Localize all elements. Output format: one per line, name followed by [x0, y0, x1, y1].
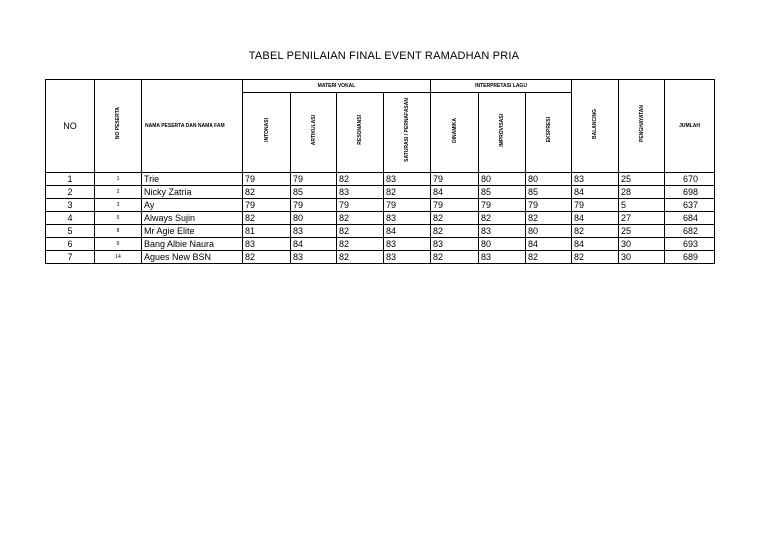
col-header-jumlah: JUMLAH — [665, 80, 715, 173]
cell-artikulasi: 79 — [291, 199, 337, 212]
cell-dinamika: 79 — [431, 199, 479, 212]
cell-artikulasi: 83 — [291, 251, 337, 264]
cell-balancing: 84 — [572, 186, 619, 199]
cell-resonansi: 82 — [337, 238, 384, 251]
cell-penghayatan: 25 — [619, 225, 665, 238]
col-header-dinamika: DINAMIKA — [431, 93, 479, 173]
cell-artikulasi: 79 — [291, 173, 337, 186]
table-row — [46, 186, 715, 199]
cell-ekspresi: 80 — [526, 173, 572, 186]
cell-intonasi: 79 — [243, 199, 291, 212]
cell-ekspresi: 85 — [526, 186, 572, 199]
cell-no-peserta: 5 — [95, 212, 142, 225]
cell-resonansi: 82 — [337, 212, 384, 225]
col-header-no-peserta: NO PESERTA — [95, 80, 142, 173]
cell-intonasi: 79 — [243, 173, 291, 186]
cell-jumlah: 637 — [665, 199, 715, 212]
cell-intonasi: 83 — [243, 238, 291, 251]
cell-jumlah: 682 — [665, 225, 715, 238]
cell-intonasi: 82 — [243, 212, 291, 225]
cell-penghayatan: 30 — [619, 251, 665, 264]
cell-jumlah: 689 — [665, 251, 715, 264]
cell-improvisasi: 83 — [479, 225, 526, 238]
col-header-balancing: BALANCING — [572, 80, 619, 173]
cell-intonasi: 82 — [243, 186, 291, 199]
cell-ekspresi: 84 — [526, 238, 572, 251]
col-header-penghayatan: PENGHAYATAN — [619, 80, 665, 173]
table-row — [46, 199, 715, 212]
cell-artikulasi: 85 — [291, 186, 337, 199]
cell-ekspresi: 82 — [526, 212, 572, 225]
cell-balancing: 82 — [572, 251, 619, 264]
cell-ekspresi: 79 — [526, 199, 572, 212]
cell-nama: Nicky Zatria — [142, 186, 243, 199]
cell-nama: Agues New BSN — [142, 251, 243, 264]
cell-no: 1 — [46, 173, 95, 186]
cell-no-peserta: 9 — [95, 238, 142, 251]
table-row — [46, 173, 715, 186]
cell-balancing: 83 — [572, 173, 619, 186]
cell-penghayatan: 30 — [619, 238, 665, 251]
cell-jumlah: 684 — [665, 212, 715, 225]
cell-nama: Bang Albie Naura — [142, 238, 243, 251]
cell-no-peserta: 1 — [95, 173, 142, 186]
cell-dinamika: 82 — [431, 251, 479, 264]
cell-penghayatan: 5 — [619, 199, 665, 212]
cell-saturasi: 79 — [384, 199, 431, 212]
cell-nama: Always Sujin — [142, 212, 243, 225]
col-header-ekspresi: EKSPRESI — [526, 93, 572, 173]
cell-penghayatan: 28 — [619, 186, 665, 199]
cell-balancing: 84 — [572, 212, 619, 225]
table-body — [46, 173, 715, 264]
cell-jumlah: 698 — [665, 186, 715, 199]
cell-improvisasi: 79 — [479, 199, 526, 212]
cell-improvisasi: 80 — [479, 173, 526, 186]
cell-dinamika: 79 — [431, 173, 479, 186]
header-group-row — [46, 80, 715, 93]
cell-artikulasi: 80 — [291, 212, 337, 225]
table-row — [46, 238, 715, 251]
cell-no-peserta: 8 — [95, 225, 142, 238]
cell-jumlah: 693 — [665, 238, 715, 251]
cell-nama: Trie — [142, 173, 243, 186]
cell-no-peserta: 14 — [95, 251, 142, 264]
cell-no: 6 — [46, 238, 95, 251]
page-title: TABEL PENILAIAN FINAL EVENT RAMADHAN PRIA — [248, 50, 520, 62]
cell-resonansi: 79 — [337, 199, 384, 212]
cell-resonansi: 82 — [337, 251, 384, 264]
cell-dinamika: 84 — [431, 186, 479, 199]
cell-saturasi: 83 — [384, 212, 431, 225]
cell-dinamika: 82 — [431, 212, 479, 225]
cell-resonansi: 82 — [337, 173, 384, 186]
cell-no: 3 — [46, 199, 95, 212]
col-header-saturasi: SATURASI / PERNAFASAN — [384, 93, 431, 173]
col-header-intonasi: INTONASI — [243, 93, 291, 173]
cell-artikulasi: 83 — [291, 225, 337, 238]
cell-saturasi: 83 — [384, 173, 431, 186]
cell-jumlah: 670 — [665, 173, 715, 186]
cell-improvisasi: 85 — [479, 186, 526, 199]
table-row — [46, 251, 715, 264]
table-row — [46, 212, 715, 225]
cell-ekspresi: 82 — [526, 251, 572, 264]
cell-saturasi: 83 — [384, 238, 431, 251]
cell-improvisasi: 83 — [479, 251, 526, 264]
cell-saturasi: 83 — [384, 251, 431, 264]
cell-intonasi: 81 — [243, 225, 291, 238]
cell-nama: Ay — [142, 199, 243, 212]
cell-no: 4 — [46, 212, 95, 225]
cell-penghayatan: 27 — [619, 212, 665, 225]
col-header-nama: NAMA PESERTA DAN NAMA FAM — [142, 80, 243, 173]
col-header-artikulasi: ARTIKULASI — [291, 93, 337, 173]
cell-no-peserta: 2 — [95, 186, 142, 199]
col-header-improvisasi: IMPROVISASI — [479, 93, 526, 173]
group-header-interpretasi-lagu: INTERPRETASI LAGU — [431, 80, 572, 93]
cell-no: 2 — [46, 186, 95, 199]
cell-artikulasi: 84 — [291, 238, 337, 251]
cell-nama: Mr Agie Elite — [142, 225, 243, 238]
cell-improvisasi: 82 — [479, 212, 526, 225]
col-header-no: NO — [46, 80, 95, 173]
group-header-materi-vokal: MATERI VOKAL — [243, 80, 431, 93]
cell-ekspresi: 80 — [526, 225, 572, 238]
cell-balancing: 79 — [572, 199, 619, 212]
table-row — [46, 225, 715, 238]
cell-no: 5 — [46, 225, 95, 238]
cell-dinamika: 82 — [431, 225, 479, 238]
col-header-resonansi: RESONANSI — [337, 93, 384, 173]
cell-resonansi: 83 — [337, 186, 384, 199]
cell-dinamika: 83 — [431, 238, 479, 251]
cell-balancing: 82 — [572, 225, 619, 238]
cell-balancing: 84 — [572, 238, 619, 251]
cell-improvisasi: 80 — [479, 238, 526, 251]
cell-saturasi: 84 — [384, 225, 431, 238]
cell-no: 7 — [46, 251, 95, 264]
cell-intonasi: 82 — [243, 251, 291, 264]
score-table — [45, 79, 715, 264]
cell-resonansi: 82 — [337, 225, 384, 238]
cell-saturasi: 82 — [384, 186, 431, 199]
cell-no-peserta: 3 — [95, 199, 142, 212]
cell-penghayatan: 25 — [619, 173, 665, 186]
